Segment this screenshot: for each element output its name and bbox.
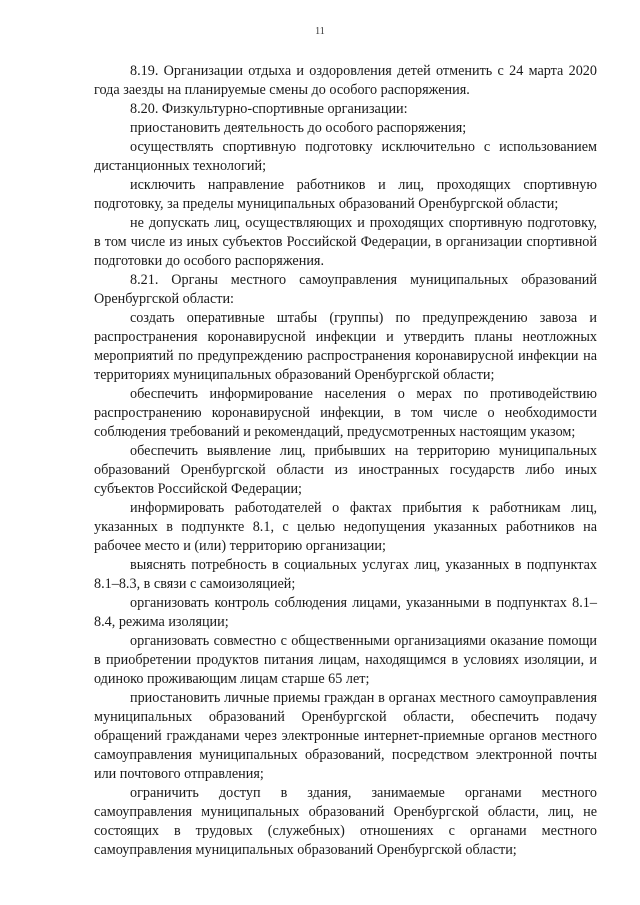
paragraph-item: осуществлять спортивную подготовку исключительно с использованием дистанционных технологий; <box>94 139 597 174</box>
paragraph-item: информировать работодателей о фактах прибытия к работникам лиц, указанных в подпункте 8.1, с целью недопущения указанных работников на рабочее место и (или) территорию организации; <box>94 500 597 554</box>
paragraph-item: ограничить доступ в здания, занимаемые органами местного самоуправления муниципальных образований Оренбургской области, лиц, не состоящих в трудовых (служебных) отношениях с органами местного самоуправления муниципальных образований Оренбургской области; <box>94 785 597 858</box>
paragraph-8-19: 8.19. Организации отдыха и оздоровления детей отменить с 24 марта 2020 года заезды на планируемые смены до особого распоряжения. <box>94 63 597 98</box>
paragraph-item: не допускать лиц, осуществляющих и проходящих спортивную подготовку, в том числе из иных субъектов Российской Федерации, в организации спортивной подготовки до особого распоряжения. <box>94 215 597 269</box>
paragraph-item: создать оперативные штабы (группы) по предупреждению завоза и распространения коронавирусной инфекции и утвердить планы неотложных мероприятий по предупреждению распространения коронавирусной инфекции на территориях муниципальных образований Оренбургской области; <box>94 310 597 383</box>
paragraph-item: организовать контроль соблюдения лицами, указанными в подпунктах 8.1–8.4, режима изоляции; <box>94 595 597 630</box>
paragraph-item: приостановить деятельность до особого распоряжения; <box>130 120 467 136</box>
paragraph-item: обеспечить выявление лиц, прибывших на территорию муниципальных образований Оренбургской области из иностранных государств либо иных субъектов Российской Федерации; <box>94 443 597 497</box>
paragraph-8-21-heading: 8.21. Органы местного самоуправления муниципальных образований Оренбургской области: <box>94 272 597 307</box>
document-body <box>94 62 597 860</box>
paragraph-item: приостановить личные приемы граждан в органах местного самоуправления муниципальных образований Оренбургской области, обеспечить подачу обращений гражданами через электронные интернет-приемные органов местного самоуправления муниципальных образований, посредством электронной почты или почтового отправления; <box>94 690 597 782</box>
paragraph-item: исключить направление работников и лиц, проходящих спортивную подготовку, за пределы муниципальных образований Оренбургской области; <box>94 177 597 212</box>
paragraph-item: выяснять потребность в социальных услугах лиц, указанных в подпунктах 8.1–8.3, в связи с самоизоляцией; <box>94 557 597 592</box>
paragraph-item: обеспечить информирование населения о мерах по противодействию распространению коронавирусной инфекции, в том числе о необходимости соблюдения требований и рекомендаций, предусмотренных настоящим указом; <box>94 386 597 440</box>
paragraph-item: организовать совместно с общественными организациями оказание помощи в приобретении продуктов питания лицам, находящимся в условиях изоляции, и одиноко проживающим лицам старше 65 лет; <box>94 633 597 687</box>
page-number: 11 <box>315 26 325 37</box>
paragraph-8-20-heading: 8.20. Физкультурно-спортивные организации: <box>130 101 408 117</box>
